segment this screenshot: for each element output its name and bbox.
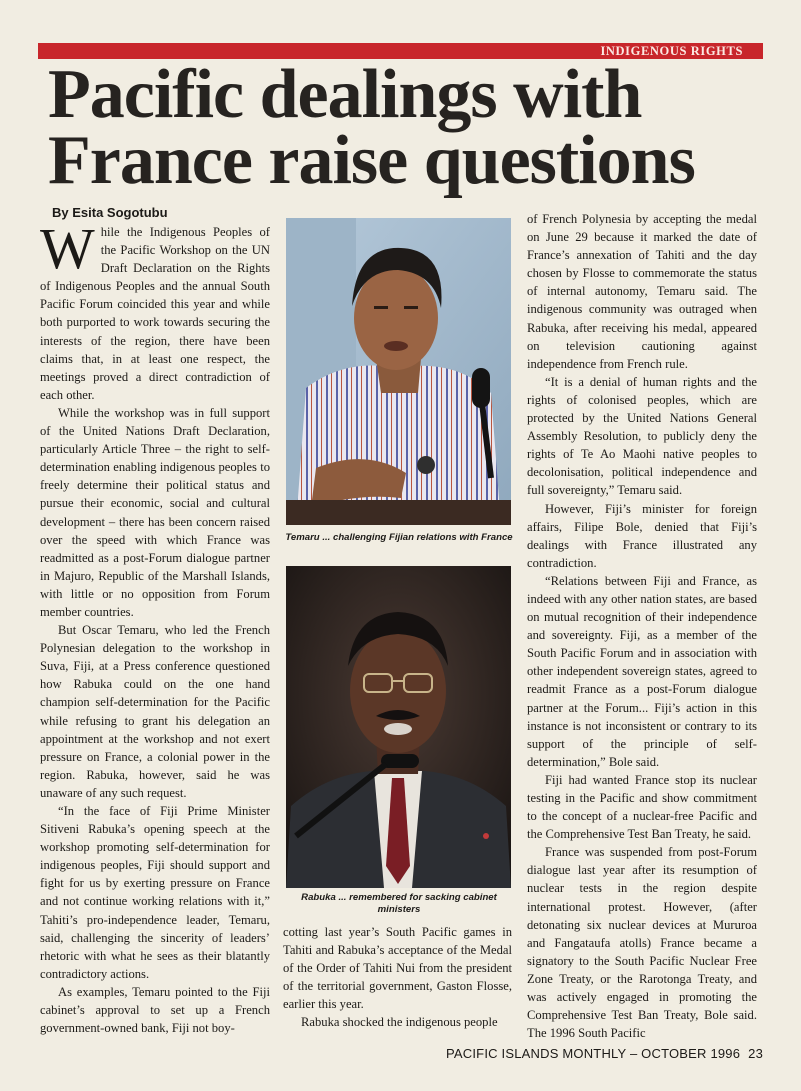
section-label: INDIGENOUS RIGHTS [600, 44, 743, 58]
photo-caption-2: Rabuka ... remembered for sacking cabinet ministers [301, 892, 497, 915]
headline-line-1: Pacific dealings with [48, 56, 642, 133]
rabuka-portrait-illustration [286, 566, 511, 888]
paragraph-text: hile the Indigenous Peoples of the Pacific Workshop on the UN Draft Declaration on the Rights of Indigenous Peoples and the annual South Pacific Forum coincided this year and while both purported to work towards securing the interests of the region, there have been claims that, in at least one respect, the meetings proved a direct contradiction of each other. [40, 225, 270, 402]
publication-line: PACIFIC ISLANDS MONTHLY – OCTOBER 1996 [446, 1046, 741, 1061]
paragraph [40, 216, 270, 404]
paragraph: Rabuka shocked the indigenous people [301, 1015, 498, 1030]
article-column-1 [40, 216, 270, 1037]
photo-caption-1: Temaru ... challenging Fijian relations with France [285, 532, 513, 543]
paragraph: However, Fiji’s minister for foreign affairs, Filipe Bole, denied that Fiji’s dealings with France illustrated any contradiction. [527, 501, 757, 570]
paragraph: “Relations between Fiji and France, as indeed with any other nation states, are based on mutual recognition of their independence and sovereignty. Fiji, as a member of the South Pacific Forum and in association with other independent sovereign states, agreed to readmit France as a post-Forum dialogue partner at the Forum... Fiji’s action in this instance is not inconsistent or contrary to its support of the principle of self-determination,” Bole said. [527, 573, 757, 769]
drop-cap: W [40, 216, 95, 281]
headline [48, 56, 768, 199]
paragraph: “In the face of Fiji Prime Minister Sitiveni Rabuka’s opening speech at the workshop promoting self-determination for indigenous peoples, Fiji should support and fight for us by exerting pressure on France and not continue working relations with it,” Tahiti’s pro-independence leader, Temaru, said, challenging the sincerity of leaders’ rhetoric with what he sees as their blatantly contradictory actions. [40, 804, 270, 981]
paragraph: France was suspended from post-Forum dialogue last year after its resumption of nuclear tests in the region despite international protest. However, (after detonating six nuclear devices at Mururoa and Fangataufa atolls) France became a signatory to the South Pacific Nuclear Free Zone Treaty, or the Rarotonga Treaty, and was actively engaged in promoting the Comprehensive Test Ban Treaty, Bole said. The 1996 South Pacific [527, 845, 757, 1041]
paragraph: “It is a denial of human rights and the rights of colonised peoples, which are protected by the United Nations General Assembly Resolution, to publicly deny the rights of Te Ao Maohi native peoples to decolonisation, political independence and full sovereignty,” Temaru said. [527, 374, 757, 498]
paragraph: cotting last year’s South Pacific games in Tahiti and Rabuka’s acceptance of the Medal of the Order of Tahiti Nui from the president of the territorial government, Gaston Flosse, earlier this year. [283, 925, 512, 1012]
paragraph: As examples, Temaru pointed to the Fiji cabinet’s approval to set up a French government-owned bank, Fiji not boy- [40, 984, 270, 1036]
paragraph: While the workshop was in full support of the United Nations Draft Declaration, particularly Article Three – the right to self-determination enabling indigenous peoples to freely determine their political status and pursue their economic, social and cultural development – there has been concern raised over the speed with which France was readmitted as a post-Forum dialogue partner in Majuro, Republic of the Marshall Islands, with little or no opposition from Forum member countries. [40, 405, 270, 619]
article-column-2 [283, 923, 512, 1032]
paragraph: Fiji had wanted France stop its nuclear testing in the Pacific and show commitment to the concept of a nuclear-free Pacific and the Comprehensive Test Ban Treaty, he said. [527, 772, 757, 842]
page-footer [446, 1046, 763, 1061]
article-column-3 [527, 210, 757, 1042]
rabuka-photo [286, 566, 511, 888]
page-number: 23 [748, 1046, 764, 1061]
paragraph: of French Polynesia by accepting the medal on June 29 because it marked the date of France’s annexation of Tahiti and the day chosen by Flosse to commemorate the status of internal autonomy, Temaru said. The indigenous community was outraged when Rabuka, after receiving his medal, appeared on television cautioning against independence from French rule. [527, 212, 757, 371]
temaru-portrait-illustration [286, 218, 511, 525]
byline: By Esita Sogotubu [52, 205, 168, 220]
headline-line-2: France raise questions [48, 122, 695, 199]
temaru-photo [286, 218, 511, 525]
paragraph: But Oscar Temaru, who led the French Polynesian delegation to the workshop in Suva, Fiji, at a Press conference questioned how Rabuka could on the one hand champion self-determination for the Pacific while refusing to grant his delegation an appointment at the workshop and not exert pressure on France, a colonial power in the region. Rabuka, however, said he was unaware of any such request. [40, 623, 270, 800]
